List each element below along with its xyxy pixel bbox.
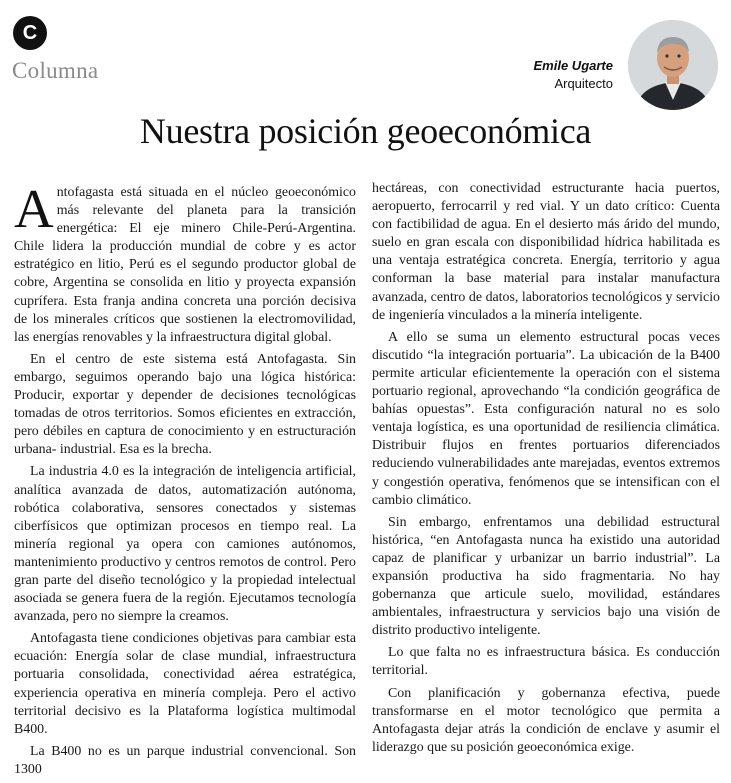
author-name: Emile Ugarte [533, 58, 613, 73]
paragraph: La industria 4.0 es la integración de inteligencia artificial, analítica avanzada de datos, automatización autónoma, robótica colaborativa, sensores conectados y sistemas ciberfísicos que optimizan procesos en tiempo real. La minería regional ya opera con camiones autónomos, mantenimiento productivo y centros remotos de control. Pero gran parte del diseño tecnológico y la propiedad intelectual asociada se genera fuera de la región. Ejecutamos tecnología avanzada, pero no siempre la creamos. [14, 464, 356, 625]
column-badge-icon: C [13, 16, 47, 50]
section-label: Columna [12, 58, 99, 83]
paragraph: La B400 no es un parque industrial convencional. Son 1300 [14, 743, 356, 777]
author-role: Arquitecto [554, 76, 613, 91]
article-column-right [372, 180, 720, 761]
paragraph: Lo que falta no es infraestructura básica. Es conducción territorial. [372, 645, 720, 679]
article-title: Nuestra posición geoeconómica [139, 111, 592, 151]
paragraph: Antofagasta está situada en el núcleo geoeconómico más relevante del planeta para la transición energética: El eje minero Chile-Perú-Argentina. Chile lidera la producción mundial de cobre y es actor estratégico en litio, Perú es el segundo productor global de cobre, Argentina se consolida en litio y proyecta expansión cuprífera. Esta franja andina concreta una porción decisiva de los minerales críticos que sostienen la electromovilidad, las energías renovables y la infraestructura digital global. [14, 178, 356, 345]
paragraph: Con planificación y gobernanza efectiva, puede transformarse en el motor tecnológico que permita a Antofagasta dejar atrás la condición de enclave y asumir el liderazgo que su posición geoeconómica exige. [372, 685, 720, 755]
article-column-left [14, 178, 356, 783]
paragraph: A ello se suma un elemento estructural pocas veces discutido “la integración portuaria”. La ubicación de la B400 permite articular eficientemente la operación con el sistema portuario regional, aprovechando “la condición geográfica de bahías opuestas”. Esta configuración natural no es solo ventaja logística, es una oportunidad de resiliencia climática. Distribuir flujos en frentes portuarios diferenciados reduciendo vulnerabilidades ante marejadas, eventos extremos y congestión operativa, fenómenos que se intensifican con el cambio climático. [372, 329, 720, 508]
author-photo [628, 20, 718, 110]
paragraph: En el centro de este sistema está Antofagasta. Sin embargo, seguimos operando bajo una lógica histórica: Producir, exportar y depender de decisiones tecnológicas tomadas de otros territorios. Somos eficientes en extracción, pero débiles en captura de conocimiento y en estructuración urbana- industrial. Esa es la brecha. [14, 351, 356, 458]
paragraph: Antofagasta tiene condiciones objetivas para cambiar esta ecuación: Energía solar de clase mundial, infraestructura portuaria consolidada, conectividad aérea estratégica, experiencia operativa en minería compleja. Pero el activo territorial decisivo es la Plataforma logística multimodal B400. [14, 631, 356, 737]
dropcap: A [14, 178, 54, 239]
paragraph: hectáreas, con conectividad estructurante hacia puertos, aeropuerto, ferrocarril y red vial. Y un dato crítico: Cuenta con factibilidad de agua. En el desierto más árido del mundo, suelo en gran escala con disponibilidad hídrica habilitada es una ventaja estratégica concreta. Energía, territorio y agua conforman la base material para instalar manufactura avanzada, centro de datos, laboratorios tecnológicos y servicio de ingeniería vinculados a la minería inteligente. [372, 181, 720, 323]
author-byline [534, 58, 613, 91]
paragraph: Sin embargo, enfrentamos una debilidad estructural histórica, “en Antofagasta nunca ha existido una autoridad capaz de planificar y urbanizar un barrio industrial”. La expansión productiva ha sido fragmentaria. No hay gobernanza que articule suelo, movilidad, estándares ambientales, infraestructura y servicios bajo una visión de distrito productivo inteligente. [372, 514, 720, 639]
